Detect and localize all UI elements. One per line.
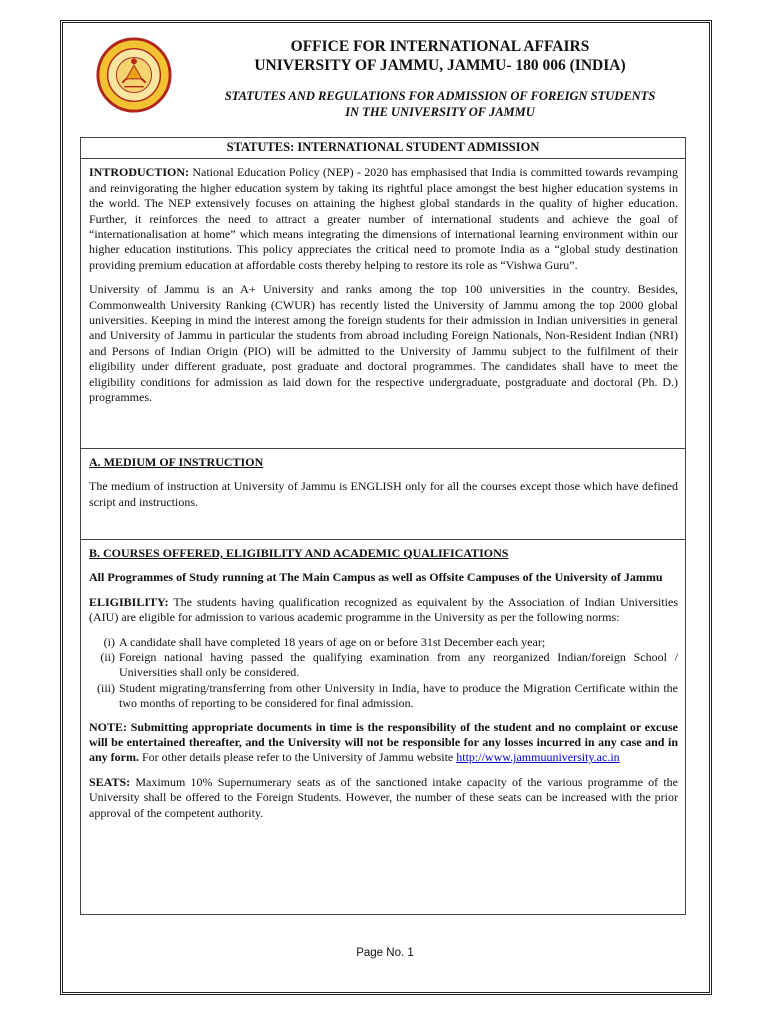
seats-text: Maximum 10% Supernumerary seats as of the sanctioned intake capacity of the various programme of the University shall be offered to the Foreign Students. However, the number of these seats can be increased with the prior approval of the competent authority. [89, 774, 678, 820]
eligibility-paragraph [89, 595, 678, 626]
note-bold: NOTE: Submitting appropriate documents in time is the responsibility of the student and no complaint or excuse will be entertained thereafter, and the University will not be responsible for any losses incurred in any case and in any form. [89, 719, 678, 765]
list-item [89, 650, 678, 681]
courses-title: B. COURSES OFFERED, ELIGIBILITY AND ACADEMIC QUALIFICATIONS [89, 546, 509, 560]
header-title [185, 37, 695, 75]
eligibility-list [89, 635, 678, 712]
subtitle-line-1: STATUTES AND REGULATIONS FOR ADMISSION OF FOREIGN STUDENTS [224, 89, 656, 103]
courses-section [80, 540, 686, 915]
university-name: UNIVERSITY OF JAMMU, JAMMU- 180 006 (INDIA) [254, 57, 626, 74]
list-number: (iii) [97, 680, 115, 695]
medium-section [80, 449, 686, 540]
subtitle-line-2: IN THE UNIVERSITY OF JAMMU [345, 105, 535, 119]
note-text: For other details please refer to the University of Jammu website [139, 750, 457, 765]
list-number: (i) [103, 634, 115, 649]
eligibility-text: The students having qualification recognized as equivalent by the Association of Indian Universities (AIU) are eligible for admission to various academic programme in the University as per the following norms: [89, 594, 678, 625]
page-number: Page No. 1 [356, 947, 414, 959]
programmes-text: All Programmes of Study running at The Main Campus as well as Offsite Campuses of the University of Jammu [89, 570, 663, 585]
university-paragraph: University of Jammu is an A+ University and ranks among the top 100 universities in the country. Besides, Commonwealth University Ranking (CWUR) has recently listed the University of Jammu among the top 2000 global universities. Keeping in mind the interest among the foreign students for their admission in Indian universities in general and University of Jammu in particular the students from abroad including Foreign Nationals, Non-Resident Indian (NRI) and Persons of Indian Origin (PIO) will be admitted to the University of Jammu subject to the fulfilment of their eligibility under different graduate, post graduate and doctoral programmes. The candidates shall have to meet the eligibility conditions for admission as laid down for the respective undergraduate, postgraduate and doctoral (Ph. D.) programmes. [89, 282, 678, 405]
seats-paragraph [89, 775, 678, 821]
list-text: A candidate shall have completed 18 years of age on or before 31st December each year; [119, 634, 546, 649]
medium-text: The medium of instruction at University of Jammu is ENGLISH only for all the courses except those which have defined script and instructions. [89, 479, 678, 509]
intro-text: National Education Policy (NEP) - 2020 has emphasised that India is committed towards revamping and reinvigorating the higher education system by taking its rightful place amongst the best higher education systems in the world. The NEP extensively focuses on attaining the highest global standards in the quality of higher education. Further, it reinforces the need to attract a greater number of international students and achieve the goal of “internationalisation at home” which means integrating the dimensions of international learning environment within our higher education institutions. This policy appreciates the critical need to promote India as a “global study destination providing premium education at affordable costs thereby helping to restore its role as “Vishwa Guru”. [89, 165, 678, 272]
introduction-paragraph [89, 165, 678, 273]
website-link[interactable]: http://www.jammuuniversity.ac.in [456, 750, 620, 765]
office-name: OFFICE FOR INTERNATIONAL AFFAIRS [290, 38, 590, 55]
medium-title: A. MEDIUM OF INSTRUCTION [89, 455, 264, 469]
list-number: (ii) [100, 650, 115, 665]
intro-label: INTRODUCTION: [89, 165, 190, 180]
eligibility-label: ELIGIBILITY: [89, 594, 169, 609]
list-item [89, 681, 678, 712]
seats-label: SEATS: [89, 774, 131, 789]
statutes-title: STATUTES: INTERNATIONAL STUDENT ADMISSION [81, 138, 685, 159]
note-paragraph [89, 720, 678, 766]
list-text: Student migrating/transferring from other University in India, have to produce the Migration Certificate within the two months of reporting to be considered for final admission. [119, 680, 678, 711]
list-item [89, 635, 678, 650]
list-text: Foreign national having passed the qualifying examination from any reorganized Indian/foreign School / Universities shall only be considered. [119, 650, 678, 680]
header-subtitle [185, 88, 695, 120]
statutes-section [80, 137, 686, 449]
university-seal-icon [95, 36, 173, 114]
